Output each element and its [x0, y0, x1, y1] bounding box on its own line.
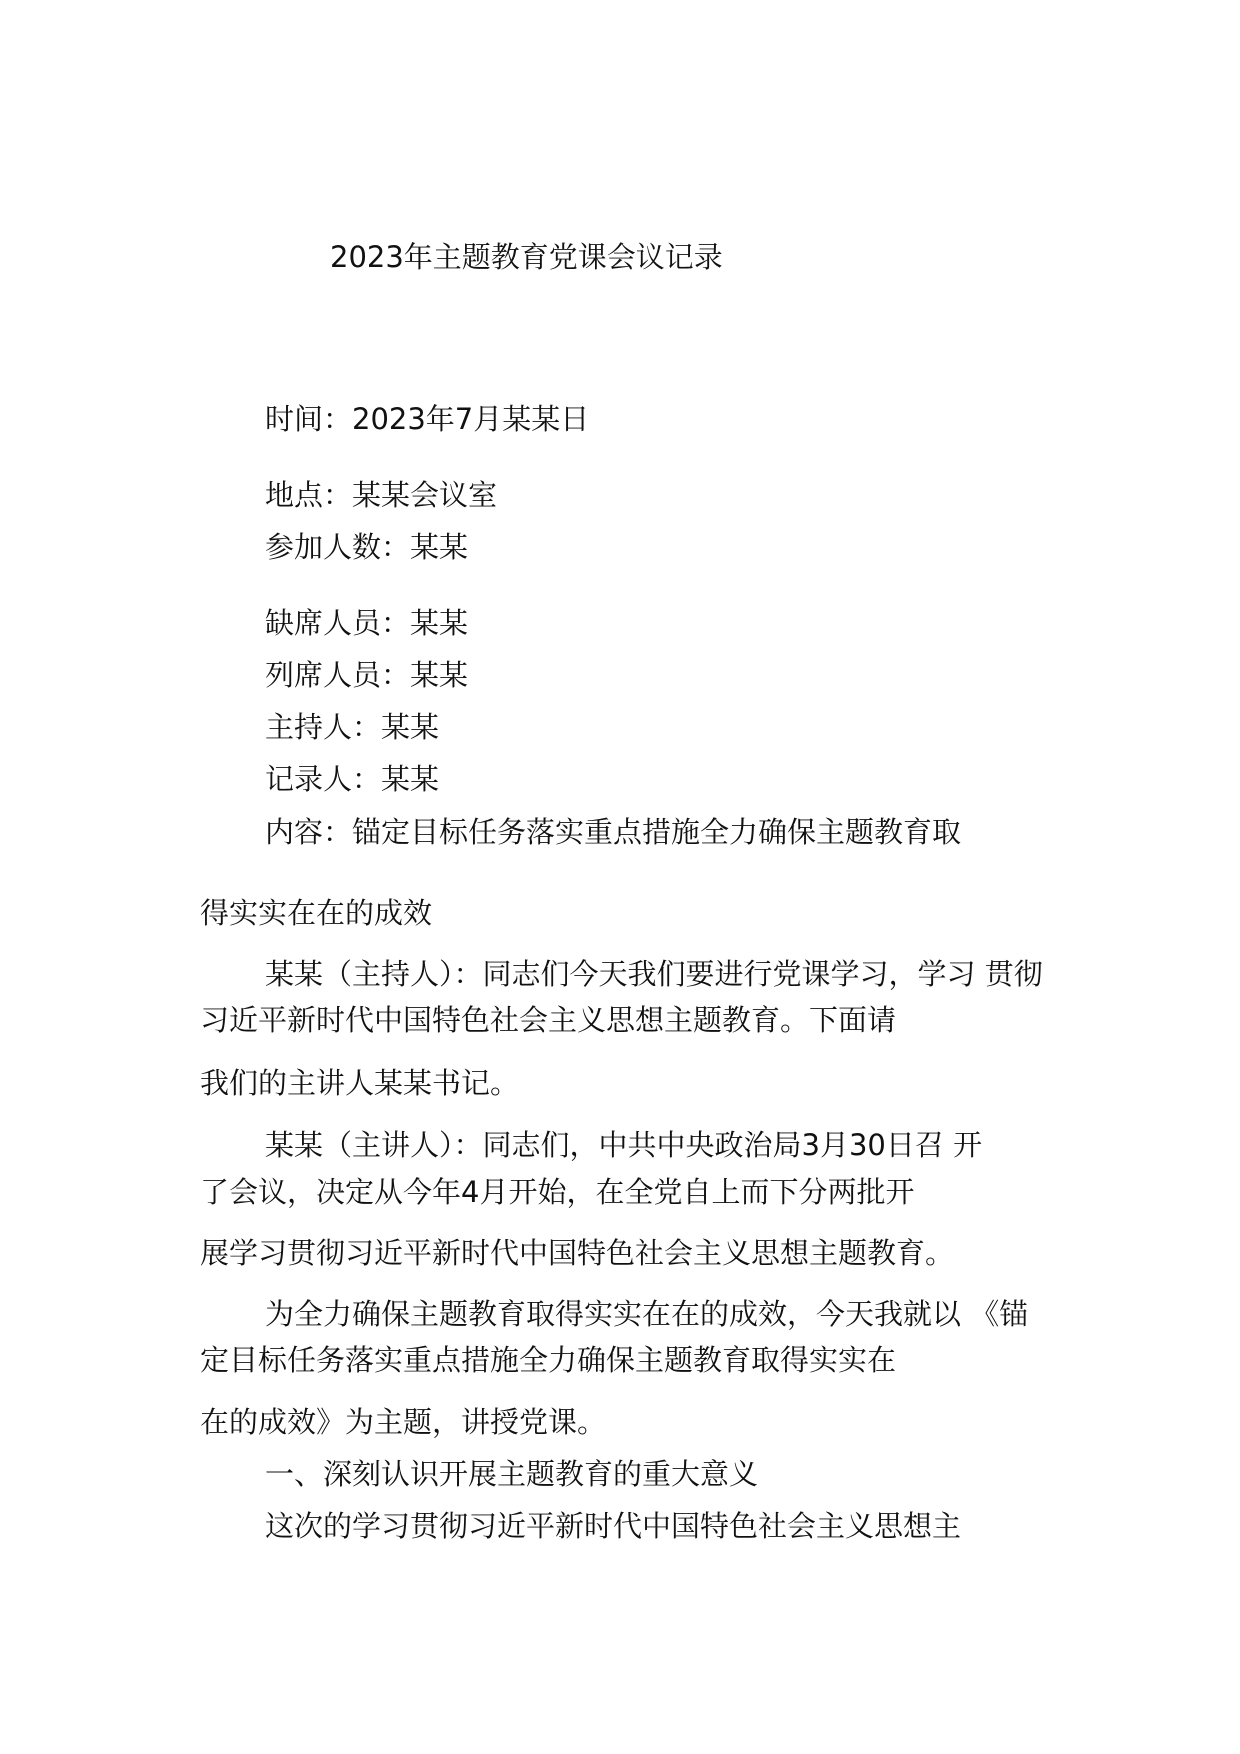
meta-content-line-2: 得实实在在的成效: [200, 896, 433, 930]
paragraph-line: 在的成效》为主题，讲授党课。: [200, 1405, 607, 1439]
meta-attendees: 参加人数：某某: [265, 530, 469, 564]
paragraph-line: 某某（主讲人）：同志们，中共中央政治局3月30日召 开: [265, 1128, 983, 1162]
paragraph-line: 为全力确保主题教育取得实实在在的成效，今天我就以 《锚: [265, 1297, 1029, 1331]
meta-absent: 缺席人员：某某: [265, 606, 469, 640]
paragraph-line: 这次的学习贯彻习近平新时代中国特色社会主义思想主: [265, 1509, 962, 1543]
meta-host: 主持人：某某: [265, 710, 440, 744]
paragraph-line: 了会议，决定从今年4月开始，在全党自上而下分两批开: [200, 1175, 915, 1209]
meta-content-line-1: 内容：锚定目标任务落实重点措施全力确保主题教育取: [265, 815, 962, 849]
meta-observers: 列席人员：某某: [265, 658, 469, 692]
paragraph-line: 某某（主持人）：同志们今天我们要进行党课学习，学习 贯彻: [265, 957, 1043, 991]
meta-recorder: 记录人：某某: [265, 762, 440, 796]
section-heading: 一、深刻认识开展主题教育的重大意义: [265, 1457, 759, 1491]
paragraph-line: 定目标任务落实重点措施全力确保主题教育取得实实在: [200, 1343, 897, 1377]
meta-place: 地点：某某会议室: [265, 478, 498, 512]
meta-time: 时间：2023年7月某某日: [265, 402, 590, 436]
paragraph-line: 我们的主讲人某某书记。: [200, 1066, 520, 1100]
document-title: 2023年主题教育党课会议记录: [330, 240, 723, 274]
paragraph-line: 展学习贯彻习近平新时代中国特色社会主义思想主题教育。: [200, 1236, 955, 1270]
paragraph-line: 习近平新时代中国特色社会主义思想主题教育。下面请: [200, 1003, 897, 1037]
